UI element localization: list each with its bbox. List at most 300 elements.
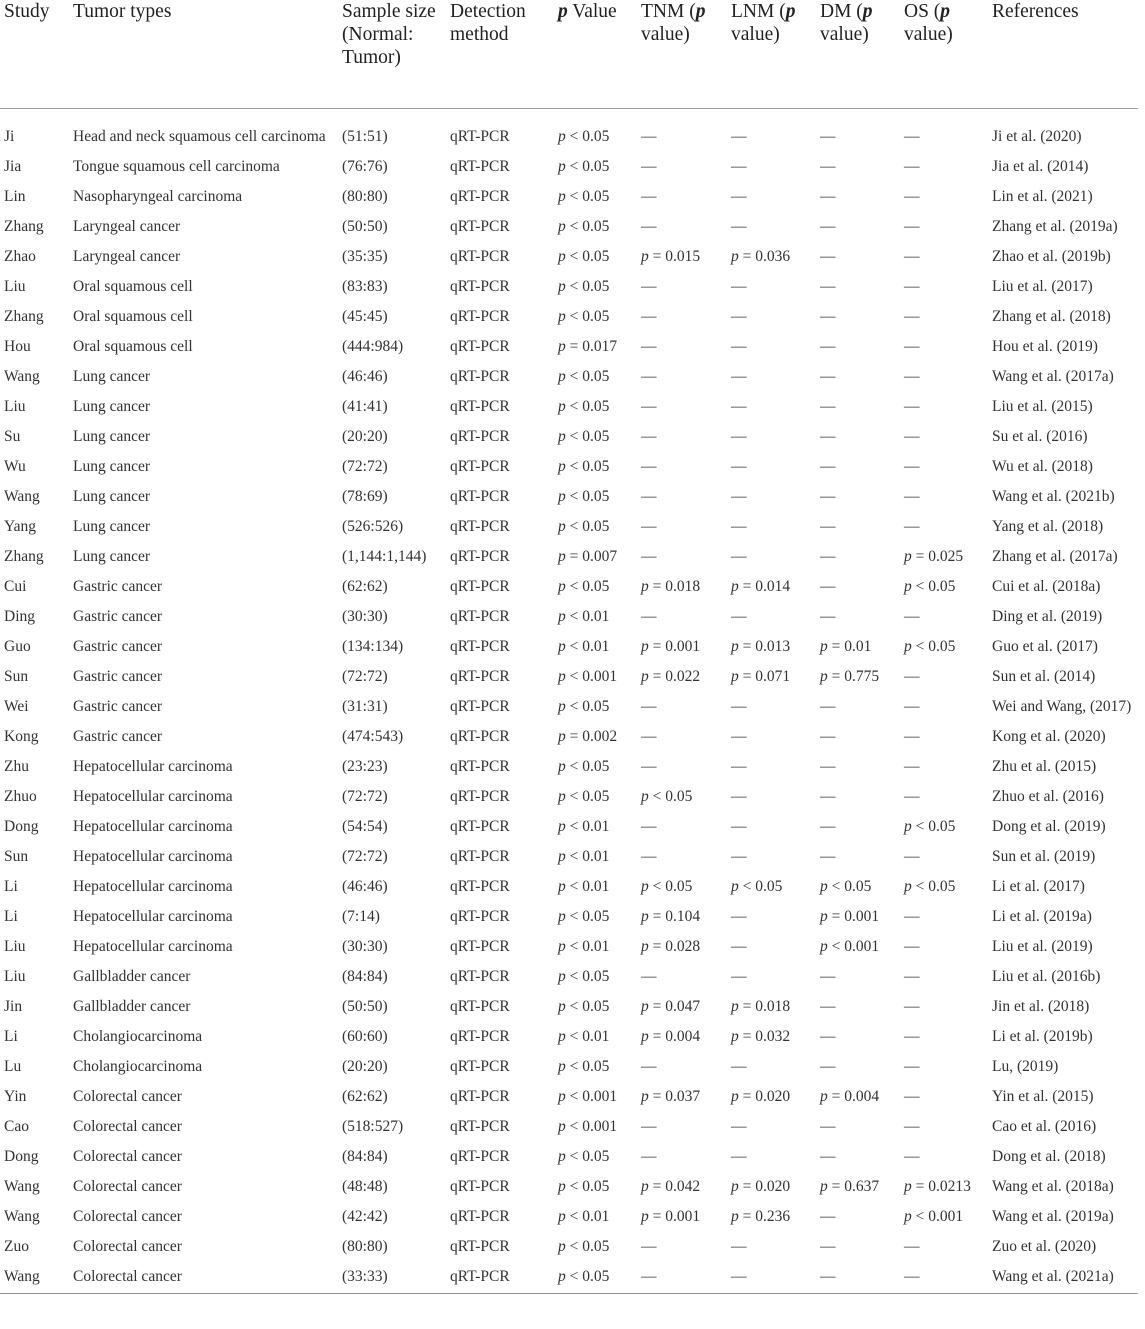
cell-tnm: — (641, 1147, 657, 1165)
cell-study: Dong (4, 1147, 39, 1165)
col-header-detection-method (446, 0, 554, 108)
cell-study: Lu (4, 1057, 22, 1075)
cell-dm: — (820, 1117, 836, 1135)
cell-detection-method: qRT-PCR (450, 457, 510, 475)
cell-lnm: p = 0.018 (731, 997, 791, 1015)
cell-sample-size: (20:20) (342, 1057, 388, 1075)
cell-p-value: p < 0.05 (558, 397, 610, 415)
table-row (0, 1081, 1138, 1111)
cell-os: — (904, 217, 920, 235)
cell-study: Sun (4, 847, 29, 865)
cell-sample-size: (72:72) (342, 457, 388, 475)
cell-dm: — (820, 847, 836, 865)
cell-dm: — (820, 217, 836, 235)
cell-detection-method: qRT-PCR (450, 157, 510, 175)
table-row (0, 1051, 1138, 1081)
cell-os: — (904, 1087, 920, 1105)
cell-sample-size: (84:84) (342, 1147, 388, 1165)
cell-study: Zhang (4, 547, 44, 565)
cell-tnm: p = 0.001 (641, 637, 701, 655)
cell-detection-method: qRT-PCR (450, 1207, 510, 1225)
table-row (0, 1231, 1138, 1261)
cell-sample-size: (72:72) (342, 847, 388, 865)
cell-detection-method: qRT-PCR (450, 547, 510, 565)
cell-lnm: — (731, 517, 747, 535)
table-row (0, 1111, 1138, 1141)
cell-detection-method: qRT-PCR (450, 997, 510, 1015)
cell-sample-size: (50:50) (342, 217, 388, 235)
cell-study: Wang (4, 1267, 40, 1285)
cell-references: Wang et al. (2021a) (992, 1267, 1114, 1285)
cell-sample-size: (83:83) (342, 277, 388, 295)
cell-detection-method: qRT-PCR (450, 127, 510, 145)
cell-tnm: — (641, 307, 657, 325)
cell-tnm: — (641, 727, 657, 745)
cell-os: — (904, 937, 920, 955)
cell-references: Ji et al. (2020) (992, 127, 1082, 145)
cell-tumor-types: Lung cancer (73, 517, 151, 535)
cell-p-value: p < 0.01 (558, 877, 610, 895)
cell-sample-size: (42:42) (342, 1207, 388, 1225)
cell-dm: — (820, 727, 836, 745)
cell-p-value: p < 0.001 (558, 1117, 618, 1135)
cell-study: Wu (4, 457, 26, 475)
cell-os: — (904, 1117, 920, 1135)
cell-tumor-types: Oral squamous cell (73, 277, 193, 295)
cell-lnm: — (731, 1237, 747, 1255)
cell-dm: — (820, 607, 836, 625)
col-header-text: TNM ( (641, 1, 696, 22)
cell-dm: — (820, 1057, 836, 1075)
cell-lnm: p = 0.014 (731, 577, 791, 595)
cell-p-value: p < 0.05 (558, 787, 610, 805)
cell-dm: — (820, 307, 836, 325)
table-row (0, 901, 1138, 931)
cell-lnm: — (731, 427, 747, 445)
cell-lnm: — (731, 397, 747, 415)
cell-os: p < 0.001 (904, 1207, 964, 1225)
cell-os: — (904, 397, 920, 415)
cell-detection-method: qRT-PCR (450, 1177, 510, 1195)
cell-sample-size: (72:72) (342, 787, 388, 805)
cell-p-value: p = 0.007 (558, 547, 618, 565)
col-header-text: Value (567, 1, 617, 22)
cell-dm: — (820, 757, 836, 775)
table-row (0, 271, 1138, 301)
cell-references: Lin et al. (2021) (992, 187, 1093, 205)
cell-references: Li et al. (2019a) (992, 907, 1092, 925)
cell-lnm: p = 0.013 (731, 637, 791, 655)
table-row (0, 691, 1138, 721)
cell-p-value: p < 0.05 (558, 757, 610, 775)
cell-sample-size: (60:60) (342, 1027, 388, 1045)
cell-os: — (904, 727, 920, 745)
cell-os: — (904, 847, 920, 865)
cell-detection-method: qRT-PCR (450, 277, 510, 295)
cell-study: Liu (4, 397, 26, 415)
table-row (0, 781, 1138, 811)
table-row (0, 481, 1138, 511)
cell-study: Ding (4, 607, 35, 625)
cell-sample-size: (80:80) (342, 187, 388, 205)
cell-tnm: p = 0.015 (641, 247, 701, 265)
cell-references: Zhao et al. (2019b) (992, 247, 1111, 265)
cell-tumor-types: Cholangiocarcinoma (73, 1057, 203, 1075)
cell-sample-size: (51:51) (342, 127, 388, 145)
cell-tnm: — (641, 1057, 657, 1075)
cell-detection-method: qRT-PCR (450, 727, 510, 745)
cell-lnm: — (731, 337, 747, 355)
table-row (0, 1171, 1138, 1201)
cell-references: Kong et al. (2020) (992, 727, 1106, 745)
cell-lnm: — (731, 307, 747, 325)
cell-lnm: p = 0.036 (731, 247, 791, 265)
cell-sample-size: (72:72) (342, 667, 388, 685)
cell-sample-size: (444:984) (342, 337, 404, 355)
cell-study: Liu (4, 277, 26, 295)
cell-detection-method: qRT-PCR (450, 1027, 510, 1045)
table-row (0, 211, 1138, 241)
cell-tnm: — (641, 1267, 657, 1285)
cell-lnm: — (731, 187, 747, 205)
cell-dm: p < 0.001 (820, 937, 880, 955)
cell-p-value: p < 0.05 (558, 367, 610, 385)
cell-dm: — (820, 1237, 836, 1255)
cell-dm: — (820, 457, 836, 475)
cell-tnm: — (641, 817, 657, 835)
cell-dm: — (820, 127, 836, 145)
cell-sample-size: (31:31) (342, 697, 388, 715)
cell-tumor-types: Gallbladder cancer (73, 997, 191, 1015)
cell-references: Jia et al. (2014) (992, 157, 1089, 175)
cell-tumor-types: Colorectal cancer (73, 1237, 182, 1255)
cell-tumor-types: Hepatocellular carcinoma (73, 907, 233, 925)
table-row (0, 331, 1138, 361)
cell-os: p = 0.0213 (904, 1177, 971, 1195)
cell-tnm: p = 0.018 (641, 577, 701, 595)
table-row (0, 631, 1138, 661)
cell-p-value: p < 0.05 (558, 517, 610, 535)
cell-p-value: p < 0.001 (558, 667, 618, 685)
cell-lnm: p = 0.032 (731, 1027, 791, 1045)
cell-tumor-types: Lung cancer (73, 547, 151, 565)
cell-detection-method: qRT-PCR (450, 757, 510, 775)
cell-lnm: p = 0.020 (731, 1087, 791, 1105)
cell-sample-size: (30:30) (342, 607, 388, 625)
cell-tnm: p = 0.042 (641, 1177, 701, 1195)
cell-lnm: — (731, 367, 747, 385)
cell-study: Zhang (4, 307, 44, 325)
cell-study: Ji (4, 127, 15, 145)
cell-references: Lu, (2019) (992, 1057, 1059, 1075)
cell-tumor-types: Lung cancer (73, 397, 151, 415)
cell-references: Jin et al. (2018) (992, 997, 1090, 1015)
cell-dm: — (820, 547, 836, 565)
table-row (0, 721, 1138, 751)
col-header-text: Tumor types (73, 1, 172, 22)
cell-lnm: — (731, 157, 747, 175)
col-header-study (0, 0, 69, 108)
cell-lnm: p = 0.236 (731, 1207, 791, 1225)
cell-detection-method: qRT-PCR (450, 247, 510, 265)
cell-tnm: p = 0.104 (641, 907, 701, 925)
cell-dm: — (820, 1147, 836, 1165)
cell-references: Sun et al. (2019) (992, 847, 1096, 865)
cell-detection-method: qRT-PCR (450, 907, 510, 925)
cell-p-value: p < 0.05 (558, 1267, 610, 1285)
cell-os: — (904, 427, 920, 445)
col-header-italic-p: p (862, 1, 873, 22)
cell-dm: — (820, 697, 836, 715)
cell-dm: p = 0.004 (820, 1087, 880, 1105)
cell-os: — (904, 337, 920, 355)
cell-references: Guo et al. (2017) (992, 637, 1098, 655)
cell-tnm: — (641, 607, 657, 625)
cell-detection-method: qRT-PCR (450, 1237, 510, 1255)
col-header-text: OS ( (904, 1, 941, 22)
table-row (0, 661, 1138, 691)
cell-sample-size: (23:23) (342, 757, 388, 775)
header-row (0, 0, 1138, 108)
cell-references: Dong et al. (2018) (992, 1147, 1106, 1165)
cell-dm: — (820, 187, 836, 205)
cell-tnm: — (641, 427, 657, 445)
cell-detection-method: qRT-PCR (450, 1147, 510, 1165)
cell-dm: — (820, 337, 836, 355)
cell-tumor-types: Gastric cancer (73, 667, 163, 685)
cell-os: — (904, 187, 920, 205)
cell-references: Yang et al. (2018) (992, 517, 1104, 535)
cell-tumor-types: Hepatocellular carcinoma (73, 877, 233, 895)
col-header-text: value) (904, 24, 953, 45)
cell-tumor-types: Gastric cancer (73, 697, 163, 715)
cell-dm: p < 0.05 (820, 877, 872, 895)
cell-lnm: — (731, 547, 747, 565)
cell-references: Zhu et al. (2015) (992, 757, 1097, 775)
table-row (0, 601, 1138, 631)
cell-references: Zhang et al. (2017a) (992, 547, 1118, 565)
table-row (0, 511, 1138, 541)
table-row (0, 931, 1138, 961)
cell-os: — (904, 277, 920, 295)
cell-tnm: — (641, 967, 657, 985)
cell-references: Su et al. (2016) (992, 427, 1088, 445)
cell-p-value: p < 0.05 (558, 577, 610, 595)
cell-tumor-types: Colorectal cancer (73, 1207, 182, 1225)
table-row (0, 361, 1138, 391)
cell-sample-size: (48:48) (342, 1177, 388, 1195)
col-header-lnm (727, 0, 816, 108)
cell-dm: — (820, 517, 836, 535)
col-header-tumor-types (69, 0, 338, 108)
cell-study: Cao (4, 1117, 29, 1135)
cell-study: Yin (4, 1087, 27, 1105)
cell-study: Zhu (4, 757, 29, 775)
col-header-text: Detection method (450, 1, 526, 45)
cell-dm: — (820, 247, 836, 265)
cell-study: Wang (4, 1207, 40, 1225)
cell-p-value: p < 0.01 (558, 1207, 610, 1225)
cell-lnm: — (731, 277, 747, 295)
cell-references: Cao et al. (2016) (992, 1117, 1097, 1135)
col-header-text: value) (641, 24, 690, 45)
cell-p-value: p < 0.01 (558, 637, 610, 655)
cell-os: — (904, 1237, 920, 1255)
cell-tnm: — (641, 367, 657, 385)
cell-tumor-types: Gallbladder cancer (73, 967, 191, 985)
cell-tumor-types: Colorectal cancer (73, 1117, 182, 1135)
col-header-p-value (554, 0, 637, 108)
cell-lnm: — (731, 457, 747, 475)
cell-tnm: p = 0.028 (641, 937, 701, 955)
cell-study: Wang (4, 1177, 40, 1195)
cell-p-value: p < 0.05 (558, 967, 610, 985)
cell-detection-method: qRT-PCR (450, 607, 510, 625)
cell-dm: — (820, 1027, 836, 1045)
cell-lnm: — (731, 607, 747, 625)
cell-tumor-types: Lung cancer (73, 427, 151, 445)
cell-dm: — (820, 1207, 836, 1225)
cell-tumor-types: Hepatocellular carcinoma (73, 787, 233, 805)
cell-study: Guo (4, 637, 31, 655)
cell-references: Liu et al. (2015) (992, 397, 1093, 415)
table-row (0, 811, 1138, 841)
cell-tnm: — (641, 517, 657, 535)
table-row (0, 1021, 1138, 1051)
cell-tumor-types: Hepatocellular carcinoma (73, 847, 233, 865)
cell-p-value: p < 0.05 (558, 1057, 610, 1075)
col-header-italic-p: p (558, 1, 568, 22)
cell-tnm: — (641, 547, 657, 565)
cell-sample-size: (33:33) (342, 1267, 388, 1285)
cell-tumor-types: Head and neck squamous cell carcinoma (73, 127, 326, 145)
table-row (0, 571, 1138, 601)
col-header-text: DM ( (820, 1, 863, 22)
cell-tumor-types: Hepatocellular carcinoma (73, 937, 233, 955)
cell-sample-size: (46:46) (342, 367, 388, 385)
cell-sample-size: (78:69) (342, 487, 388, 505)
cell-p-value: p < 0.001 (558, 1087, 618, 1105)
cell-tumor-types: Laryngeal cancer (73, 247, 181, 265)
cell-lnm: — (731, 967, 747, 985)
table-row (0, 151, 1138, 181)
cell-references: Zhang et al. (2018) (992, 307, 1111, 325)
cell-sample-size: (518:527) (342, 1117, 404, 1135)
cell-sample-size: (1,144:1,144) (342, 547, 427, 565)
cell-references: Li et al. (2017) (992, 877, 1085, 895)
cell-p-value: p < 0.05 (558, 247, 610, 265)
cell-study: Zhuo (4, 787, 37, 805)
cell-sample-size: (30:30) (342, 937, 388, 955)
cell-references: Dong et al. (2019) (992, 817, 1106, 835)
cell-detection-method: qRT-PCR (450, 667, 510, 685)
cell-study: Yang (4, 517, 37, 535)
cell-detection-method: qRT-PCR (450, 1267, 510, 1285)
cell-os: p < 0.05 (904, 817, 956, 835)
cell-tnm: — (641, 1237, 657, 1255)
col-header-text: Study (4, 1, 50, 22)
cell-lnm: — (731, 787, 747, 805)
cell-dm: p = 0.637 (820, 1177, 880, 1195)
cell-os: — (904, 1057, 920, 1075)
cell-os: p < 0.05 (904, 637, 956, 655)
cell-study: Li (4, 1027, 18, 1045)
cell-study: Zhao (4, 247, 36, 265)
cell-tumor-types: Lung cancer (73, 487, 151, 505)
cell-sample-size: (54:54) (342, 817, 388, 835)
table-row (0, 181, 1138, 211)
cell-tnm: — (641, 217, 657, 235)
cell-references: Wu et al. (2018) (992, 457, 1093, 475)
cell-references: Hou et al. (2019) (992, 337, 1098, 355)
cell-study: Li (4, 907, 18, 925)
cell-p-value: p < 0.05 (558, 457, 610, 475)
cell-os: — (904, 787, 920, 805)
cell-sample-size: (76:76) (342, 157, 388, 175)
cell-os: — (904, 247, 920, 265)
cell-study: Dong (4, 817, 39, 835)
cell-detection-method: qRT-PCR (450, 1087, 510, 1105)
cell-p-value: p < 0.05 (558, 277, 610, 295)
cell-tumor-types: Colorectal cancer (73, 1087, 182, 1105)
cell-tumor-types: Colorectal cancer (73, 1267, 182, 1285)
cell-detection-method: qRT-PCR (450, 937, 510, 955)
table-row (0, 301, 1138, 331)
cell-study: Liu (4, 937, 26, 955)
cell-p-value: p < 0.05 (558, 127, 610, 145)
cell-detection-method: qRT-PCR (450, 787, 510, 805)
cell-detection-method: qRT-PCR (450, 847, 510, 865)
cell-sample-size: (50:50) (342, 997, 388, 1015)
cell-os: — (904, 697, 920, 715)
table-row (0, 451, 1138, 481)
cell-references: Ding et al. (2019) (992, 607, 1103, 625)
cell-os: — (904, 517, 920, 535)
cell-tnm: — (641, 847, 657, 865)
cell-os: — (904, 487, 920, 505)
cell-detection-method: qRT-PCR (450, 1117, 510, 1135)
cell-lnm: — (731, 1267, 747, 1285)
cell-sample-size: (46:46) (342, 877, 388, 895)
col-header-text: Sample size (Normal: Tumor) (342, 1, 436, 68)
col-header-text: LNM ( (731, 1, 786, 22)
cell-p-value: p < 0.05 (558, 157, 610, 175)
cell-references: Zhang et al. (2019a) (992, 217, 1118, 235)
cell-os: — (904, 967, 920, 985)
cell-p-value: p < 0.05 (558, 907, 610, 925)
cell-references: Liu et al. (2016b) (992, 967, 1101, 985)
table-row (0, 841, 1138, 871)
col-header-dm (816, 0, 900, 108)
cell-tnm: — (641, 397, 657, 415)
col-header-italic-p: p (695, 1, 706, 22)
cell-lnm: p = 0.071 (731, 667, 791, 685)
cell-references: Wei and Wang, (2017) (992, 697, 1132, 715)
cell-tnm: — (641, 277, 657, 295)
cell-tumor-types: Lung cancer (73, 367, 151, 385)
cell-p-value: p < 0.05 (558, 487, 610, 505)
col-header-text: value) (820, 24, 869, 45)
cell-detection-method: qRT-PCR (450, 217, 510, 235)
cell-study: Sun (4, 667, 29, 685)
table-row (0, 871, 1138, 901)
cell-detection-method: qRT-PCR (450, 877, 510, 895)
cell-references: Zhuo et al. (2016) (992, 787, 1104, 805)
cell-study: Wang (4, 487, 40, 505)
col-header-os (900, 0, 988, 108)
cell-study: Wang (4, 367, 40, 385)
table-header (0, 0, 1138, 108)
